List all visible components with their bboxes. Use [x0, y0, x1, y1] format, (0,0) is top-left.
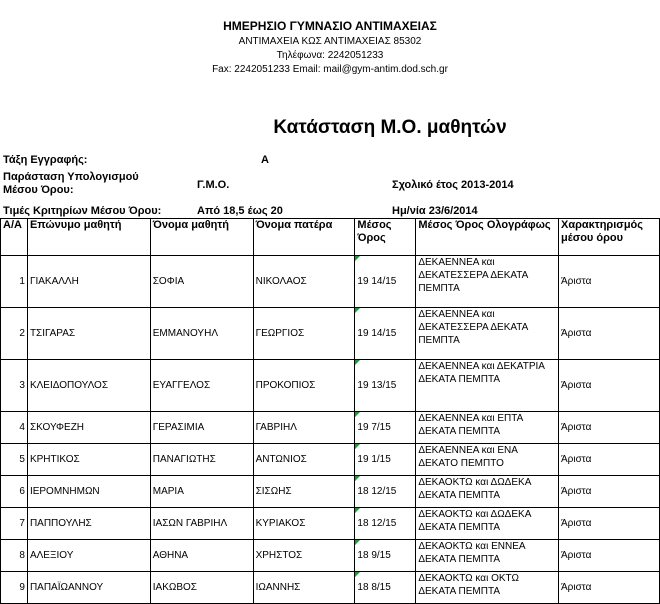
father-name: ΓΕΩΡΓΙΟΣ: [253, 308, 355, 360]
col-surname: Επώνυμο μαθητή: [27, 219, 150, 256]
table-row: [1, 412, 660, 444]
school-name: ΗΜΕΡΗΣΙΟ ΓΥΜΝΑΣΙΟ ΑΝΤΙΜΑΧΕΙΑΣ: [223, 19, 437, 33]
row-number: 7: [1, 508, 28, 540]
average-value: 18 12/15: [355, 508, 416, 540]
average-words: ΔΕΚΑΟΚΤΩ και ΟΚΤΩ ΔΕΚΑΤΑ ΠΕΜΠΤΑ: [416, 572, 559, 604]
criteria-label: Τιμές Κριτηρίων Μέσου Όρου:: [3, 205, 162, 217]
student-surname: ΠΑΠΑΪΩΑΝΝΟΥ: [27, 572, 150, 604]
student-name: ΣΟΦΙΑ: [150, 256, 253, 308]
father-name: ΙΩΑΝΝΗΣ: [253, 572, 355, 604]
average-words: ΔΕΚΑΟΚΤΩ και ΕΝΝΕΑ ΔΕΚΑΤΑ ΠΕΜΠΤΑ: [416, 540, 559, 572]
col-aa: Α/Α: [1, 219, 28, 256]
average-value: 18 8/15: [355, 572, 416, 604]
row-number: 8: [1, 540, 28, 572]
father-name: ΝΙΚΟΛΑΟΣ: [253, 256, 355, 308]
student-surname: ΚΛΕΙΔΟΠΟΥΛΟΣ: [27, 360, 150, 412]
father-name: ΠΡΟΚΟΠΙΟΣ: [253, 360, 355, 412]
students-table: [0, 218, 660, 604]
characterization: Άριστα: [559, 360, 660, 412]
characterization: Άριστα: [559, 476, 660, 508]
father-name: ΚΥΡΙΑΚΟΣ: [253, 508, 355, 540]
characterization: Άριστα: [559, 540, 660, 572]
row-number: 6: [1, 476, 28, 508]
average-words: ΔΕΚΑΕΝΝΕΑ και ΔΕΚΑΤΡΙΑ ΔΕΚΑΤΑ ΠΕΜΠΤΑ: [416, 360, 559, 412]
row-number: 9: [1, 572, 28, 604]
father-name: ΧΡΗΣΤΟΣ: [253, 540, 355, 572]
student-surname: ΙΕΡΟΜΝΗΜΩΝ: [27, 476, 150, 508]
row-number: 1: [1, 256, 28, 308]
table-row: [1, 308, 660, 360]
father-name: ΓΑΒΡΙΗΛ: [253, 412, 355, 444]
row-number: 5: [1, 444, 28, 476]
col-father: Όνομα πατέρα: [253, 219, 355, 256]
table-row: [1, 256, 660, 308]
student-name: ΠΑΝΑΓΙΩΤΗΣ: [150, 444, 253, 476]
student-name: ΕΜΜΑΝΟΥΗΛ: [150, 308, 253, 360]
col-average-words: Μέσος Όρος Ολογράφως: [416, 219, 559, 256]
school-address: ΑΝΤΙΜΑΧΕΙΑ ΚΩΣ ΑΝΤΙΜΑΧΕΙΑΣ 85302: [238, 36, 422, 47]
average-words: ΔΕΚΑΟΚΤΩ και ΔΩΔΕΚΑ ΔΕΚΑΤΑ ΠΕΜΠΤΑ: [416, 508, 559, 540]
calc-label: Παράσταση Υπολογισμού Μέσου Όρου:: [3, 171, 139, 196]
table-row: [1, 476, 660, 508]
table-row: [1, 360, 660, 412]
characterization: Άριστα: [559, 444, 660, 476]
row-number: 2: [1, 308, 28, 360]
school-fax-email: Fax: 2242051233 Email: mail@gym-antim.dod.sch.gr: [212, 64, 448, 75]
father-name: ΣΙΣΩΗΣ: [253, 476, 355, 508]
average-value: 18 9/15: [355, 540, 416, 572]
characterization: Άριστα: [559, 256, 660, 308]
table-row: [1, 540, 660, 572]
student-surname: ΓΙΑΚΑΛΛΗ: [27, 256, 150, 308]
student-surname: ΣΚΟΥΦΕΖΗ: [27, 412, 150, 444]
student-name: ΓΕΡΑΣΙΜΙΑ: [150, 412, 253, 444]
class-label: Τάξη Εγγραφής:: [3, 154, 88, 166]
characterization: Άριστα: [559, 412, 660, 444]
characterization: Άριστα: [559, 508, 660, 540]
document-title: Κατάσταση Μ.Ο. μαθητών: [273, 117, 507, 138]
student-name: ΙΑΣΩΝ ΓΑΒΡΙΗΛ: [150, 508, 253, 540]
criteria-value: Από 18,5 έως 20: [197, 205, 283, 217]
document-date: Ημ/νία 23/6/2014: [392, 205, 478, 217]
average-words: ΔΕΚΑΕΝΝΕΑ και ΕΠΤΑ ΔΕΚΑΤΑ ΠΕΜΠΤΑ: [416, 412, 559, 444]
average-value: 19 14/15: [355, 308, 416, 360]
school-phone: Τηλέφωνα: 2242051233: [276, 50, 384, 61]
table-header-row: [1, 219, 660, 256]
father-name: ΑΝΤΩΝΙΟΣ: [253, 444, 355, 476]
average-value: 19 7/15: [355, 412, 416, 444]
average-value: 19 13/15: [355, 360, 416, 412]
col-average: Μέσος Όρος: [355, 219, 416, 256]
table-row: [1, 444, 660, 476]
school-year: Σχολικό έτος 2013-2014: [392, 179, 514, 191]
student-surname: ΑΛΕΞΙΟΥ: [27, 540, 150, 572]
student-surname: ΠΑΠΠΟΥΛΗΣ: [27, 508, 150, 540]
student-name: ΙΑΚΩΒΟΣ: [150, 572, 253, 604]
average-words: ΔΕΚΑΕΝΝΕΑ και ΔΕΚΑΤΕΣΣΕΡΑ ΔΕΚΑΤΑ ΠΕΜΠΤΑ: [416, 308, 559, 360]
table-row: [1, 508, 660, 540]
student-name: ΑΘΗΝΑ: [150, 540, 253, 572]
student-surname: ΤΣΙΓΑΡΑΣ: [27, 308, 150, 360]
calc-value: Γ.Μ.Ο.: [197, 179, 230, 191]
table-row: [1, 572, 660, 604]
average-words: ΔΕΚΑΟΚΤΩ και ΔΩΔΕΚΑ ΔΕΚΑΤΑ ΠΕΜΠΤΑ: [416, 476, 559, 508]
average-words: ΔΕΚΑΕΝΝΕΑ και ΔΕΚΑΤΕΣΣΕΡΑ ΔΕΚΑΤΑ ΠΕΜΠΤΑ: [416, 256, 559, 308]
student-surname: ΚΡΗΤΙΚΟΣ: [27, 444, 150, 476]
characterization: Άριστα: [559, 572, 660, 604]
row-number: 4: [1, 412, 28, 444]
characterization: Άριστα: [559, 308, 660, 360]
class-value: Α: [261, 154, 269, 166]
average-words: ΔΕΚΑΕΝΝΕΑ και ΕΝΑ ΔΕΚΑΤΟ ΠΕΜΠΤΟ: [416, 444, 559, 476]
average-value: 19 1/15: [355, 444, 416, 476]
average-value: 19 14/15: [355, 256, 416, 308]
row-number: 3: [1, 360, 28, 412]
col-name: Όνομα μαθητή: [150, 219, 253, 256]
average-value: 18 12/15: [355, 476, 416, 508]
col-characterization: Χαρακτηρισμός μέσου όρου: [559, 219, 660, 256]
student-name: ΜΑΡΙΑ: [150, 476, 253, 508]
student-name: ΕΥΑΓΓΕΛΟΣ: [150, 360, 253, 412]
